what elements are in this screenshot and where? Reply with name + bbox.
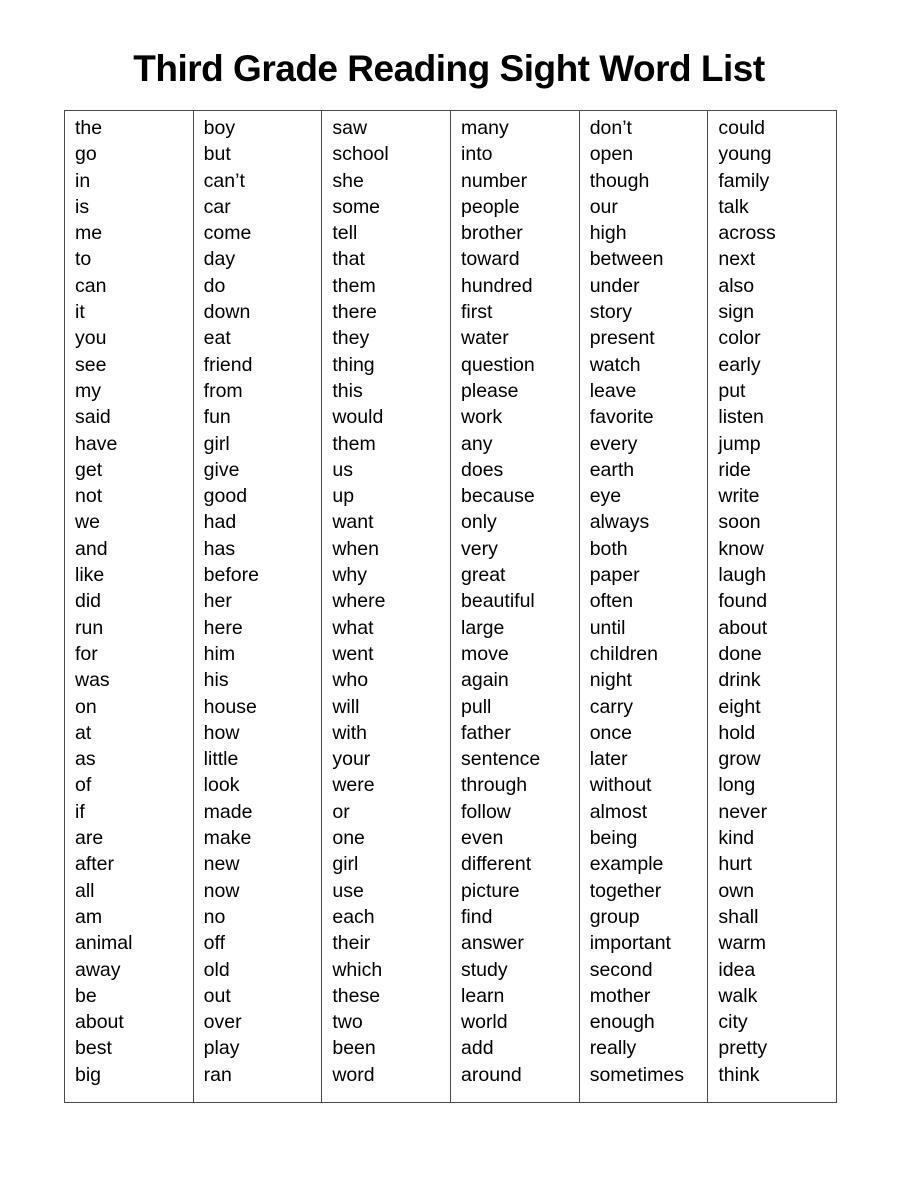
word-item: carry [589, 695, 634, 718]
word-item: done [718, 642, 762, 665]
word-item: idea [718, 958, 756, 981]
word-item: them [332, 274, 376, 297]
word-item: no [203, 905, 226, 928]
word-item: house [203, 695, 257, 718]
word-item: us [332, 458, 353, 481]
word-item: see [75, 353, 107, 376]
word-item: know [718, 537, 764, 560]
word-item: get [75, 458, 103, 481]
word-item: that [332, 248, 365, 271]
word-item: what [332, 616, 374, 639]
word-item: run [75, 616, 104, 639]
word-item: move [461, 642, 509, 665]
word-item: fun [203, 406, 231, 429]
word-item: word [332, 1063, 375, 1086]
word-item: friend [203, 353, 253, 376]
word-item: jump [718, 432, 761, 455]
word-item: are [75, 827, 104, 850]
word-item: have [75, 432, 118, 455]
word-item: because [461, 485, 535, 508]
word-item: at [75, 721, 92, 744]
word-item: leave [589, 379, 637, 402]
word-item: high [589, 222, 627, 245]
word-item: him [203, 642, 236, 665]
word-item: old [203, 958, 230, 981]
word-item: people [461, 195, 520, 218]
word-item: thing [332, 353, 375, 376]
word-item: both [589, 537, 628, 560]
word-item: first [461, 301, 493, 324]
word-item: my [75, 379, 101, 402]
word-item: make [203, 827, 252, 850]
word-item: them [332, 432, 376, 455]
word-item: saw [332, 117, 368, 139]
word-item: tell [332, 222, 358, 245]
word-item: children [589, 642, 658, 665]
word-item: long [718, 774, 756, 797]
word-column-1 [65, 111, 194, 1102]
word-item: best [75, 1037, 112, 1060]
word-item: after [75, 853, 115, 876]
word-item: between [589, 248, 664, 271]
word-item: work [461, 406, 503, 429]
word-item: pull [461, 695, 492, 718]
word-item: out [203, 984, 231, 1007]
word-item: favorite [589, 406, 654, 429]
word-item: said [75, 406, 111, 429]
word-item: laugh [718, 564, 767, 587]
word-item: sign [718, 301, 755, 324]
word-item: again [461, 669, 509, 692]
word-item: shall [718, 905, 759, 928]
word-column-4 [451, 111, 580, 1102]
word-item: each [332, 905, 375, 928]
word-item: where [332, 590, 386, 613]
word-item: grow [718, 748, 761, 771]
word-item: good [203, 485, 248, 508]
word-item: away [75, 958, 121, 981]
word-item: off [203, 932, 225, 955]
word-item: father [461, 721, 511, 744]
word-item: across [718, 222, 776, 245]
word-item: can [75, 274, 107, 297]
word-item: went [332, 642, 374, 665]
word-item: here [203, 616, 243, 639]
word-item: been [332, 1037, 376, 1060]
word-item: through [461, 774, 528, 797]
word-column-3 [322, 111, 451, 1102]
word-item: want [332, 511, 374, 534]
word-item: girl [203, 432, 230, 455]
word-item: often [589, 590, 634, 613]
word-item: different [461, 853, 532, 876]
word-item: city [718, 1011, 748, 1034]
sight-word-table [64, 110, 837, 1103]
word-item: on [75, 695, 97, 718]
word-item: second [589, 958, 653, 981]
word-item: is [75, 195, 90, 218]
word-item: even [461, 827, 504, 850]
word-item: would [332, 406, 384, 429]
word-item: together [589, 879, 662, 902]
word-item: can’t [203, 169, 245, 192]
word-item: write [718, 485, 760, 508]
word-item: present [589, 327, 655, 350]
word-item: really [589, 1037, 637, 1060]
word-item: hundred [461, 274, 533, 297]
word-item: up [332, 485, 355, 508]
word-item: day [203, 248, 236, 271]
word-item: with [332, 721, 368, 744]
word-item: own [718, 879, 755, 902]
word-item: paper [589, 564, 640, 587]
word-item: his [203, 669, 229, 692]
word-item: many [461, 117, 509, 139]
word-item: not [75, 485, 103, 508]
word-item: question [461, 353, 535, 376]
word-item: but [203, 143, 231, 166]
word-item: we [75, 511, 100, 534]
word-item: was [75, 669, 110, 692]
word-item: almost [589, 800, 648, 823]
word-item: use [332, 879, 364, 902]
word-item: go [75, 143, 97, 166]
word-item: when [332, 537, 379, 560]
word-item: every [589, 432, 638, 455]
word-item: without [589, 774, 652, 797]
word-item: eight [718, 695, 761, 718]
word-item: their [332, 932, 371, 955]
word-item: her [203, 590, 232, 613]
word-item: you [75, 327, 107, 350]
word-item: boy [203, 117, 236, 139]
word-item: very [461, 537, 498, 560]
word-item: two [332, 1011, 363, 1034]
word-item: drink [718, 669, 761, 692]
word-item: sometimes [589, 1063, 684, 1086]
word-item: hold [718, 721, 756, 744]
word-item: be [75, 984, 97, 1007]
word-item: always [589, 511, 650, 534]
word-item: about [718, 616, 768, 639]
word-item: color [718, 327, 761, 350]
word-item: under [589, 274, 640, 297]
word-item: night [589, 669, 632, 692]
word-item: beautiful [461, 590, 535, 613]
word-item: watch [589, 353, 641, 376]
word-item: girl [332, 853, 359, 876]
word-item: does [461, 458, 504, 481]
word-item: later [589, 748, 628, 771]
word-item: around [461, 1063, 522, 1086]
word-item: from [203, 379, 243, 402]
word-item: find [461, 905, 493, 928]
word-item: any [461, 432, 493, 455]
word-item: think [718, 1063, 760, 1086]
word-item: only [461, 511, 497, 534]
word-item: who [332, 669, 369, 692]
word-item: over [203, 1011, 242, 1034]
word-item: do [203, 274, 226, 297]
word-item: little [203, 748, 239, 771]
word-item: listen [718, 406, 764, 429]
word-item: walk [718, 984, 758, 1007]
word-item: also [718, 274, 755, 297]
word-item: why [332, 564, 368, 587]
word-item: important [589, 932, 671, 955]
word-item: big [75, 1063, 102, 1086]
word-item: how [203, 721, 240, 744]
word-item: family [718, 169, 770, 192]
word-item: learn [461, 984, 505, 1007]
word-item: down [203, 301, 251, 324]
word-item: group [589, 905, 640, 928]
word-item: or [332, 800, 350, 823]
word-item: of [75, 774, 92, 797]
word-item: warm [718, 932, 767, 955]
word-item: example [589, 853, 664, 876]
word-item: next [718, 248, 756, 271]
word-column-6 [708, 111, 836, 1102]
word-column-5 [580, 111, 709, 1102]
word-item: water [461, 327, 509, 350]
word-item: being [589, 827, 638, 850]
word-item: new [203, 853, 240, 876]
word-item: mother [589, 984, 651, 1007]
word-item: put [718, 379, 746, 402]
word-item: made [203, 800, 253, 823]
word-item: like [75, 564, 105, 587]
page-title: Third Grade Reading Sight Word List [133, 48, 765, 89]
word-item: now [203, 879, 240, 902]
word-item: about [75, 1011, 124, 1034]
word-item: could [718, 117, 765, 139]
word-item: were [332, 774, 375, 797]
word-item: come [203, 222, 252, 245]
word-item: young [718, 143, 772, 166]
word-item: and [75, 537, 108, 560]
word-item: hurt [718, 853, 752, 876]
word-item: which [332, 958, 383, 981]
word-item: kind [718, 827, 755, 850]
word-item: until [589, 616, 626, 639]
word-item: early [718, 353, 761, 376]
word-item: school [332, 143, 389, 166]
word-item: eye [589, 485, 622, 508]
word-item: there [332, 301, 377, 324]
word-item: all [75, 879, 95, 902]
word-item: eat [203, 327, 231, 350]
word-item: once [589, 721, 632, 744]
word-item: picture [461, 879, 520, 902]
word-item: am [75, 905, 103, 928]
word-item: great [461, 564, 506, 587]
word-item: has [203, 537, 236, 560]
word-item: story [589, 301, 632, 324]
word-item: your [332, 748, 371, 771]
word-item: this [332, 379, 363, 402]
word-item: found [718, 590, 768, 613]
word-item: toward [461, 248, 520, 271]
word-item: for [75, 642, 98, 665]
word-item: as [75, 748, 96, 771]
word-column-2 [194, 111, 323, 1102]
word-item: did [75, 590, 102, 613]
word-item: sentence [461, 748, 541, 771]
word-item: please [461, 379, 519, 402]
word-item: ride [718, 458, 751, 481]
word-item: me [75, 222, 103, 245]
word-item: one [332, 827, 365, 850]
word-item: had [203, 511, 237, 534]
word-item: number [461, 169, 528, 192]
word-item: talk [718, 195, 749, 218]
word-item: these [332, 984, 381, 1007]
word-item: she [332, 169, 364, 192]
word-item: if [75, 800, 85, 823]
word-item: study [461, 958, 508, 981]
word-item: world [461, 1011, 508, 1034]
word-item: answer [461, 932, 524, 955]
word-item: play [203, 1037, 240, 1060]
word-item: some [332, 195, 381, 218]
word-item: pretty [718, 1037, 768, 1060]
word-item: will [332, 695, 360, 718]
word-item: look [203, 774, 240, 797]
word-item: ran [203, 1063, 232, 1086]
word-item: open [589, 143, 634, 166]
word-item: they [332, 327, 370, 350]
word-item: the [75, 117, 103, 139]
word-item: brother [461, 222, 523, 245]
word-item: before [203, 564, 259, 587]
word-item: earth [589, 458, 635, 481]
word-item: our [589, 195, 618, 218]
word-item: into [461, 143, 493, 166]
word-item: though [589, 169, 650, 192]
word-item: enough [589, 1011, 655, 1034]
word-item: soon [718, 511, 761, 534]
word-item: in [75, 169, 91, 192]
word-item: large [461, 616, 505, 639]
word-item: animal [75, 932, 133, 955]
word-item: car [203, 195, 231, 218]
word-item: give [203, 458, 240, 481]
word-item: never [718, 800, 768, 823]
word-item: follow [461, 800, 511, 823]
word-item: it [75, 301, 85, 324]
word-item: don’t [589, 117, 632, 139]
word-item: to [75, 248, 92, 271]
word-item: add [461, 1037, 494, 1060]
